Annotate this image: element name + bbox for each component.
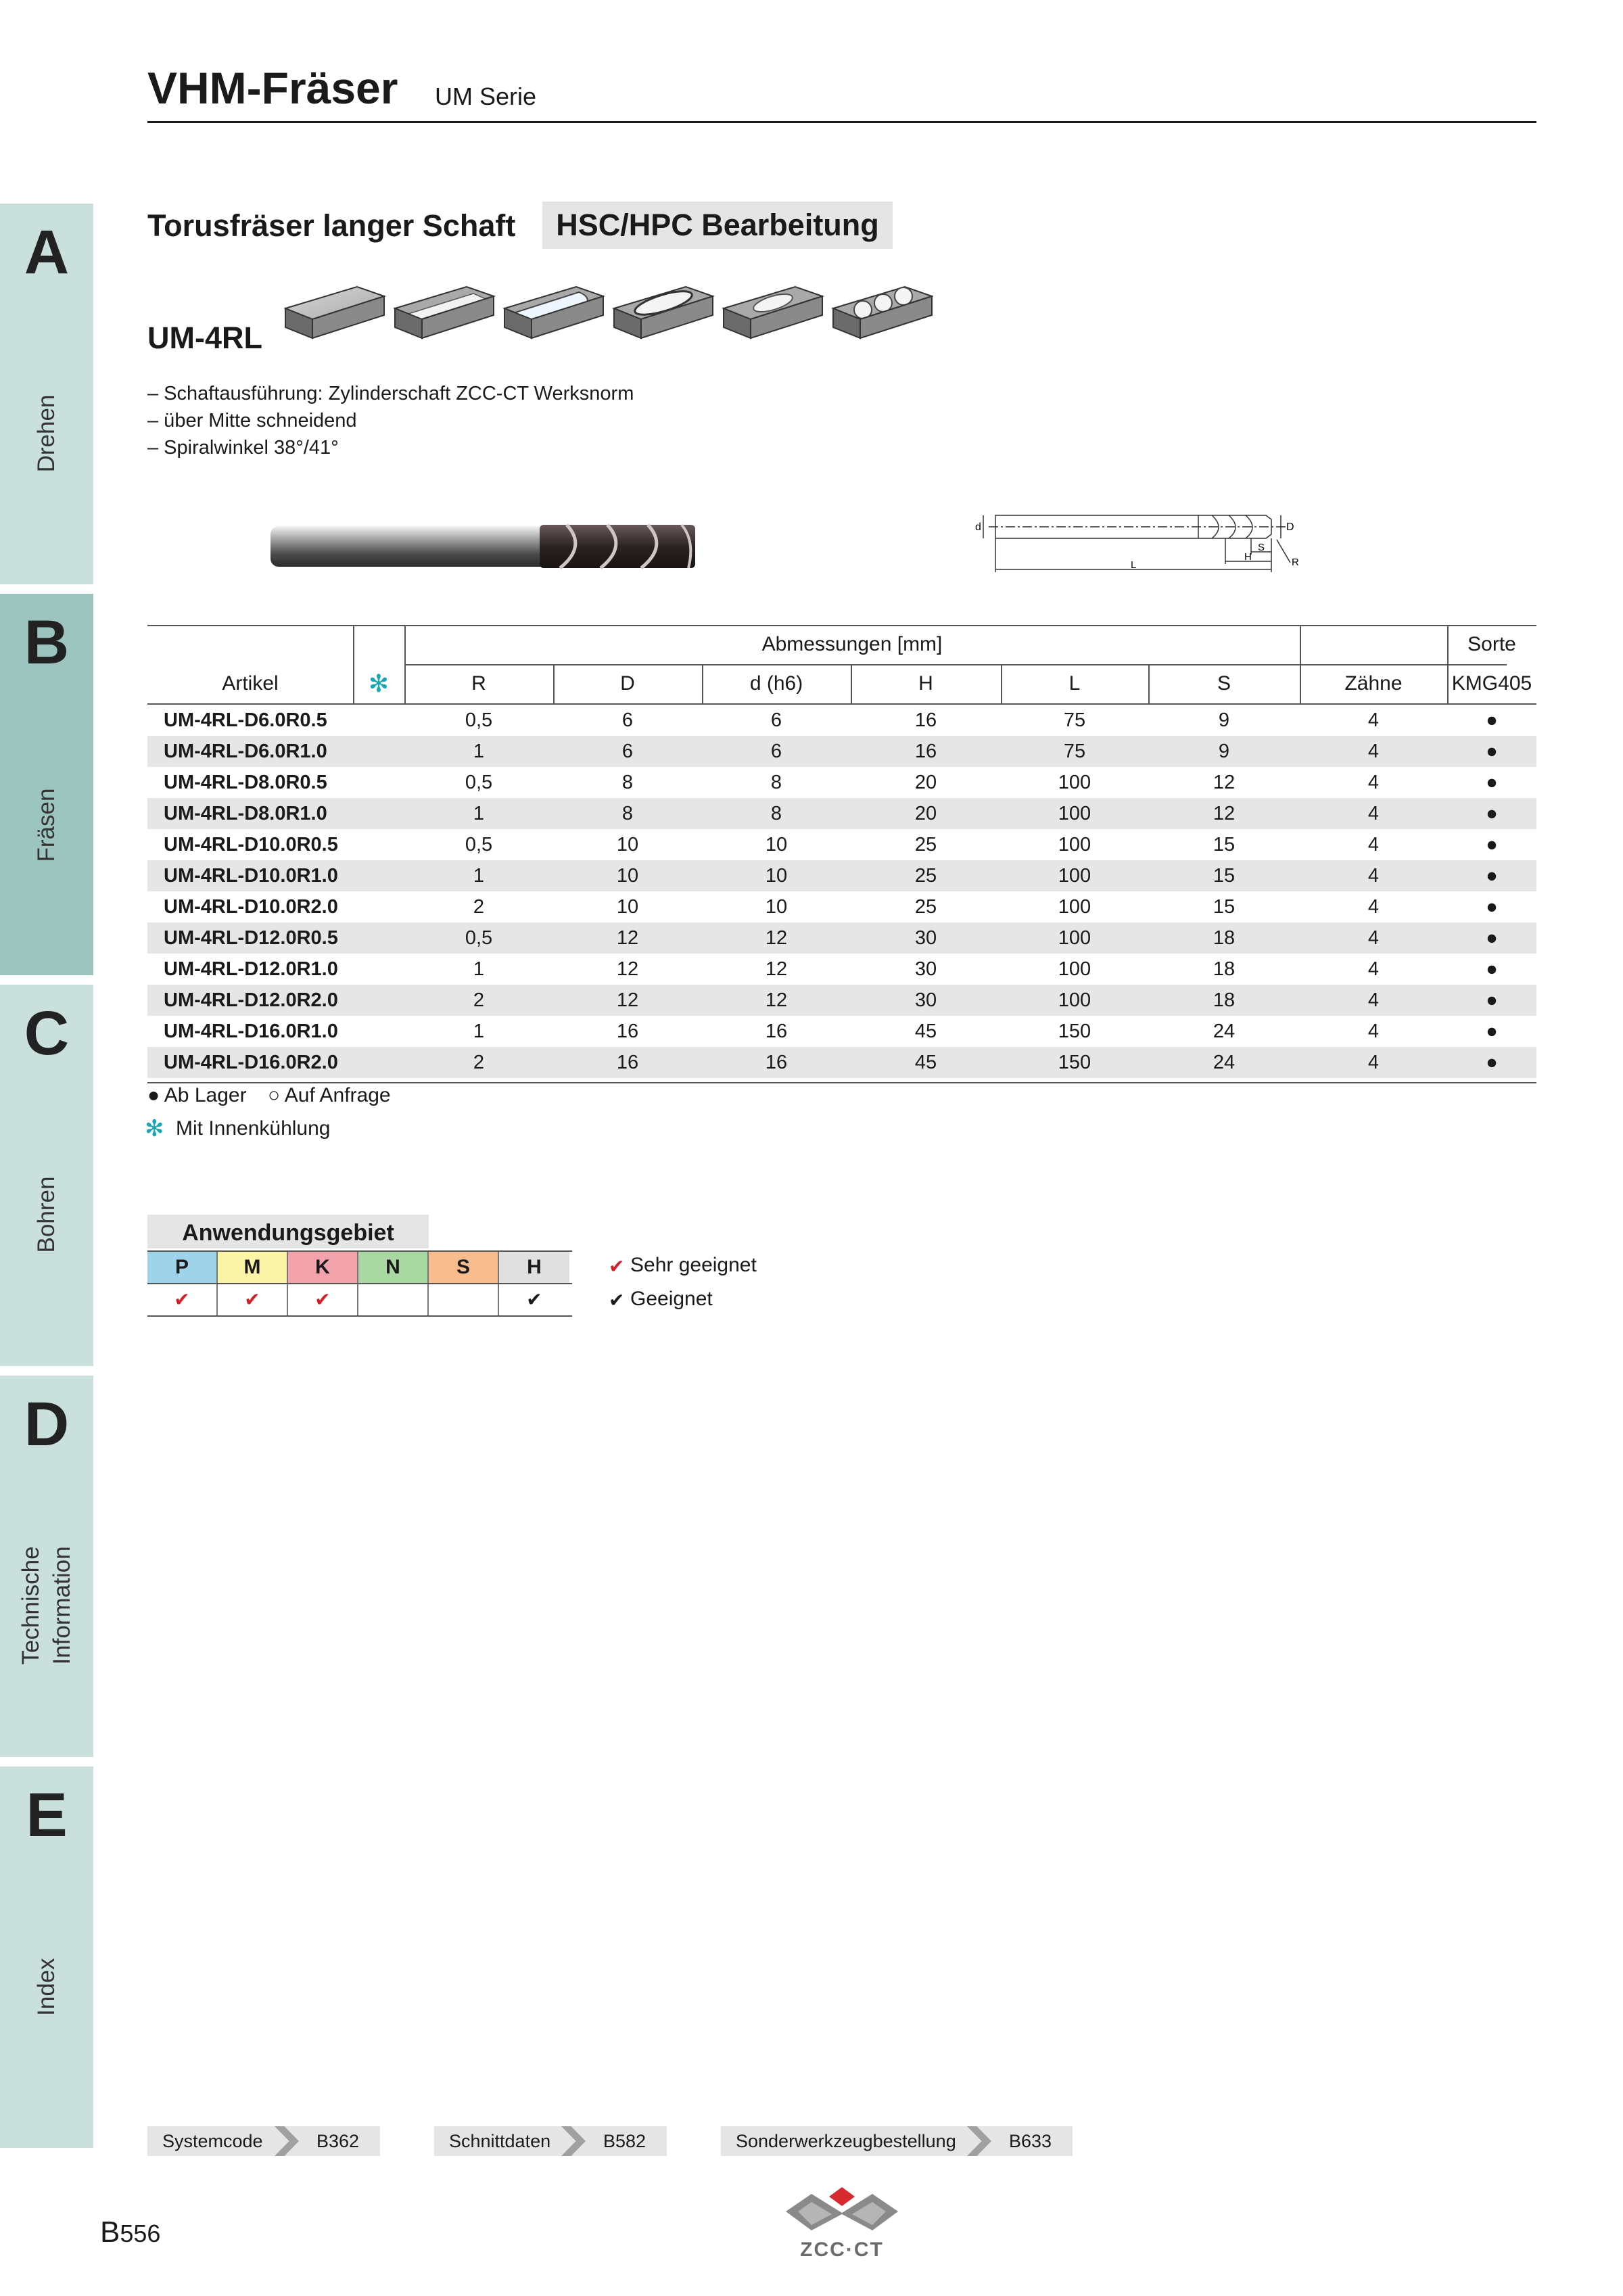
col-grade: KMG405 xyxy=(1451,672,1532,695)
grade-cell: ● xyxy=(1486,772,1498,793)
tab-b[interactable] xyxy=(0,594,93,975)
table-row xyxy=(147,985,1536,1016)
tab-label: Index xyxy=(33,1958,60,2016)
h-cell: 20 xyxy=(914,772,937,793)
l-cell: 150 xyxy=(1058,1021,1091,1042)
chevron-right-icon xyxy=(967,2126,991,2156)
logo-text: ZCC·CT xyxy=(800,2239,884,2261)
grade-cell: ● xyxy=(1486,1052,1498,1073)
artikel-cell: UM-4RL-D6.0R1.0 xyxy=(164,741,327,762)
sorte-header: Sorte xyxy=(1467,633,1516,655)
table-row xyxy=(147,767,1536,798)
tab-label: Bohren xyxy=(33,1176,60,1253)
tab-letter: D xyxy=(24,1390,70,1459)
s-cell: 24 xyxy=(1213,1052,1236,1073)
coolant-legend-icon: ✻ xyxy=(145,1116,164,1142)
r-cell: 2 xyxy=(473,989,485,1011)
application-title: Anwendungsgebiet xyxy=(147,1215,429,1248)
material-m: M xyxy=(218,1252,288,1283)
d-outer-cell: 10 xyxy=(616,865,639,887)
slot-block-icon xyxy=(504,287,603,338)
d-outer-cell: 12 xyxy=(616,989,639,1011)
material-n: N xyxy=(358,1252,429,1283)
tab-label: Fräsen xyxy=(33,788,60,862)
col-zaehne: Zähne xyxy=(1344,672,1403,695)
d-shank-cell: 16 xyxy=(765,1021,788,1042)
tab-e[interactable] xyxy=(0,1766,93,2148)
col-d-outer: D xyxy=(620,672,635,695)
dim-R-label: R xyxy=(1292,557,1299,568)
feature-item: – über Mitte schneidend xyxy=(147,410,357,431)
s-cell: 15 xyxy=(1213,896,1236,918)
dim-L-label: L xyxy=(1131,559,1137,571)
h-cell: 30 xyxy=(914,958,937,980)
d-shank-cell: 6 xyxy=(770,709,782,731)
ref-label: Sonderwerkzeugbestellung xyxy=(736,2131,956,2151)
d-shank-cell: 6 xyxy=(770,741,782,762)
plunge-block-icon xyxy=(724,287,822,338)
table-row xyxy=(147,954,1536,985)
dim-D-label: D xyxy=(1286,521,1294,533)
table-row xyxy=(147,798,1536,829)
grade-cell: ● xyxy=(1486,865,1498,887)
r-cell: 2 xyxy=(473,896,485,918)
zaehne-cell: 4 xyxy=(1367,834,1380,856)
d-outer-cell: 6 xyxy=(621,709,634,731)
page-number xyxy=(100,2216,160,2249)
s-cell: 9 xyxy=(1218,741,1230,762)
zaehne-cell: 4 xyxy=(1367,803,1380,824)
r-cell: 2 xyxy=(473,1052,485,1073)
l-cell: 100 xyxy=(1058,772,1091,793)
application-rule xyxy=(147,1315,572,1317)
table-row xyxy=(147,829,1536,860)
tab-letter: B xyxy=(24,608,70,677)
r-cell: 1 xyxy=(473,865,485,887)
artikel-cell: UM-4RL-D8.0R0.5 xyxy=(164,772,327,793)
page-num: 556 xyxy=(120,2220,161,2247)
d-shank-cell: 8 xyxy=(770,772,782,793)
artikel-cell: UM-4RL-D12.0R2.0 xyxy=(164,989,338,1011)
d-shank-cell: 10 xyxy=(765,834,788,856)
col-artikel: Artikel xyxy=(222,672,279,695)
grade-cell: ● xyxy=(1486,896,1498,918)
legend-stock: ● Ab Lager xyxy=(147,1084,247,1106)
table-row xyxy=(147,705,1536,736)
table-row xyxy=(147,1047,1536,1078)
suitability-mark: ✔ xyxy=(288,1284,358,1315)
h-cell: 25 xyxy=(914,834,937,856)
page-subtitle: UM Serie xyxy=(435,83,537,110)
ref-sonderwerkzeug[interactable] xyxy=(721,2126,1073,2156)
tab-c[interactable] xyxy=(0,985,93,1366)
d-outer-cell: 16 xyxy=(616,1021,639,1042)
chevron-right-icon xyxy=(275,2126,299,2156)
s-cell: 12 xyxy=(1213,772,1236,793)
d-shank-cell: 12 xyxy=(765,958,788,980)
ref-label: Systemcode xyxy=(162,2131,263,2151)
page-title: VHM-Fräser xyxy=(147,63,398,113)
d-outer-cell: 12 xyxy=(616,927,639,949)
artikel-cell: UM-4RL-D10.0R0.5 xyxy=(164,834,338,856)
d-outer-cell: 8 xyxy=(621,803,634,824)
zaehne-cell: 4 xyxy=(1367,927,1380,949)
material-s: S xyxy=(429,1252,499,1283)
chevron-right-icon xyxy=(561,2126,586,2156)
zaehne-cell: 4 xyxy=(1367,896,1380,918)
d-outer-cell: 6 xyxy=(621,741,634,762)
r-cell: 1 xyxy=(473,803,485,824)
table-row xyxy=(147,891,1536,922)
ref-page: B633 xyxy=(1009,2131,1052,2151)
grade-cell: ● xyxy=(1486,927,1498,949)
d-shank-cell: 16 xyxy=(765,1052,788,1073)
dim-S-label: S xyxy=(1258,542,1265,553)
group-header: Abmessungen [mm] xyxy=(761,633,943,655)
table-header-row xyxy=(147,664,1536,703)
col-l: L xyxy=(1068,672,1081,695)
d-shank-cell: 12 xyxy=(765,927,788,949)
zaehne-cell: 4 xyxy=(1367,1021,1380,1042)
dim-H-label: H xyxy=(1244,551,1252,563)
pocket-block-icon xyxy=(614,287,713,338)
ref-systemcode[interactable] xyxy=(147,2126,380,2156)
application-rule xyxy=(147,1283,572,1284)
table-row xyxy=(147,736,1536,767)
col-r: R xyxy=(471,672,486,695)
l-cell: 100 xyxy=(1058,927,1091,949)
grade-cell: ● xyxy=(1486,958,1498,980)
model-code: UM-4RL xyxy=(147,321,262,355)
l-cell: 150 xyxy=(1058,1052,1091,1073)
s-cell: 18 xyxy=(1213,989,1236,1011)
holes-block-icon xyxy=(833,287,932,338)
suitability-mark xyxy=(358,1284,429,1315)
material-h: H xyxy=(499,1252,569,1283)
suitability-mark: ✔ xyxy=(147,1284,218,1315)
ref-page: B362 xyxy=(316,2131,360,2151)
d-shank-cell: 10 xyxy=(765,865,788,887)
d-outer-cell: 16 xyxy=(616,1052,639,1073)
d-shank-cell: 12 xyxy=(765,989,788,1011)
s-cell: 9 xyxy=(1218,709,1230,731)
material-p: P xyxy=(147,1252,218,1283)
artikel-cell: UM-4RL-D16.0R2.0 xyxy=(164,1052,338,1073)
brand-logo xyxy=(784,2183,899,2264)
l-cell: 75 xyxy=(1063,709,1086,731)
s-cell: 24 xyxy=(1213,1021,1236,1042)
flat-block-icon xyxy=(285,287,384,338)
table-row xyxy=(147,1016,1536,1047)
h-cell: 30 xyxy=(914,927,937,949)
h-cell: 16 xyxy=(914,709,937,731)
h-cell: 45 xyxy=(914,1052,937,1073)
d-shank-cell: 10 xyxy=(765,896,788,918)
col-s: S xyxy=(1217,672,1231,695)
l-cell: 100 xyxy=(1058,989,1091,1011)
zaehne-cell: 4 xyxy=(1367,1052,1380,1073)
l-cell: 100 xyxy=(1058,896,1091,918)
tab-d[interactable] xyxy=(0,1376,93,1757)
feature-item: – Spiralwinkel 38°/41° xyxy=(147,437,339,459)
dimension-drawing xyxy=(968,507,1320,575)
ref-label: Schnittdaten xyxy=(449,2131,551,2151)
zaehne-cell: 4 xyxy=(1367,958,1380,980)
l-cell: 100 xyxy=(1058,834,1091,856)
table-header-row xyxy=(147,625,1536,664)
s-cell: 15 xyxy=(1213,865,1236,887)
r-cell: 0,5 xyxy=(465,772,493,793)
l-cell: 100 xyxy=(1058,803,1091,824)
suitable-icon: ✔ xyxy=(609,1290,625,1311)
ref-schnittdaten[interactable] xyxy=(434,2126,667,2156)
d-outer-cell: 8 xyxy=(621,772,634,793)
s-cell: 18 xyxy=(1213,927,1236,949)
zaehne-cell: 4 xyxy=(1367,741,1380,762)
header-rule xyxy=(147,121,1536,123)
grade-cell: ● xyxy=(1486,1021,1498,1042)
workpiece-icons xyxy=(284,276,933,350)
l-cell: 100 xyxy=(1058,865,1091,887)
s-cell: 15 xyxy=(1213,834,1236,856)
r-cell: 0,5 xyxy=(465,709,493,731)
col-d-shank: d (h6) xyxy=(749,672,803,695)
table-row xyxy=(147,922,1536,954)
end-mill-photo xyxy=(269,521,697,572)
grade-cell: ● xyxy=(1486,803,1498,824)
h-cell: 16 xyxy=(914,741,937,762)
col-h: H xyxy=(918,672,933,695)
d-outer-cell: 10 xyxy=(616,896,639,918)
tab-label: Technische Information xyxy=(18,1546,75,1665)
dim-d-label: d xyxy=(975,521,981,533)
r-cell: 1 xyxy=(473,1021,485,1042)
s-cell: 18 xyxy=(1213,958,1236,980)
grade-cell: ● xyxy=(1486,741,1498,762)
tab-a[interactable] xyxy=(0,204,93,584)
tab-letter: C xyxy=(24,999,70,1068)
very-suitable-label: Sehr geeignet xyxy=(630,1254,757,1276)
s-cell: 12 xyxy=(1213,803,1236,824)
artikel-cell: UM-4RL-D12.0R1.0 xyxy=(164,958,338,980)
table-row xyxy=(147,860,1536,891)
suitable-label: Geeignet xyxy=(630,1288,713,1310)
tab-letter: E xyxy=(26,1781,68,1850)
r-cell: 1 xyxy=(473,958,485,980)
suitability-mark: ✔ xyxy=(218,1284,288,1315)
grade-cell: ● xyxy=(1486,709,1498,731)
zaehne-cell: 4 xyxy=(1367,772,1380,793)
h-cell: 30 xyxy=(914,989,937,1011)
tab-letter: A xyxy=(24,218,70,287)
d-outer-cell: 10 xyxy=(616,834,639,856)
section-badge: HSC/HPC Bearbeitung xyxy=(542,202,893,249)
artikel-cell: UM-4RL-D12.0R0.5 xyxy=(164,927,338,949)
r-cell: 0,5 xyxy=(465,834,493,856)
material-k: K xyxy=(288,1252,358,1283)
very-suitable-icon: ✔ xyxy=(609,1256,625,1277)
feature-item: – Schaftausführung: Zylinderschaft ZCC-CT Werksnorm xyxy=(147,383,634,404)
suitability-mark: ✔ xyxy=(526,1289,542,1310)
grade-cell: ● xyxy=(1486,989,1498,1011)
step-block-icon xyxy=(395,287,494,338)
h-cell: 45 xyxy=(914,1021,937,1042)
l-cell: 75 xyxy=(1063,741,1086,762)
artikel-cell: UM-4RL-D10.0R1.0 xyxy=(164,865,338,887)
legend-coolant: Mit Innenkühlung xyxy=(176,1117,331,1140)
l-cell: 100 xyxy=(1058,958,1091,980)
r-cell: 1 xyxy=(473,741,485,762)
h-cell: 20 xyxy=(914,803,937,824)
d-outer-cell: 12 xyxy=(616,958,639,980)
grade-cell: ● xyxy=(1486,834,1498,856)
r-cell: 0,5 xyxy=(465,927,493,949)
coolant-icon: ✻ xyxy=(368,670,390,697)
artikel-cell: UM-4RL-D16.0R1.0 xyxy=(164,1021,338,1042)
zaehne-cell: 4 xyxy=(1367,865,1380,887)
page-section: B xyxy=(100,2216,120,2249)
section-title: Torusfräser langer Schaft xyxy=(147,208,516,243)
d-shank-cell: 8 xyxy=(770,803,782,824)
suitability-mark xyxy=(429,1284,499,1315)
legend-on-request: ○ Auf Anfrage xyxy=(268,1084,391,1106)
artikel-cell: UM-4RL-D8.0R1.0 xyxy=(164,803,327,824)
logo-mark-icon xyxy=(784,2183,899,2237)
h-cell: 25 xyxy=(914,865,937,887)
h-cell: 25 xyxy=(914,896,937,918)
artikel-cell: UM-4RL-D6.0R0.5 xyxy=(164,709,327,731)
zaehne-cell: 4 xyxy=(1367,709,1380,731)
artikel-cell: UM-4RL-D10.0R2.0 xyxy=(164,896,338,918)
ref-page: B582 xyxy=(603,2131,646,2151)
zaehne-cell: 4 xyxy=(1367,989,1380,1011)
tab-label: Drehen xyxy=(33,394,60,473)
